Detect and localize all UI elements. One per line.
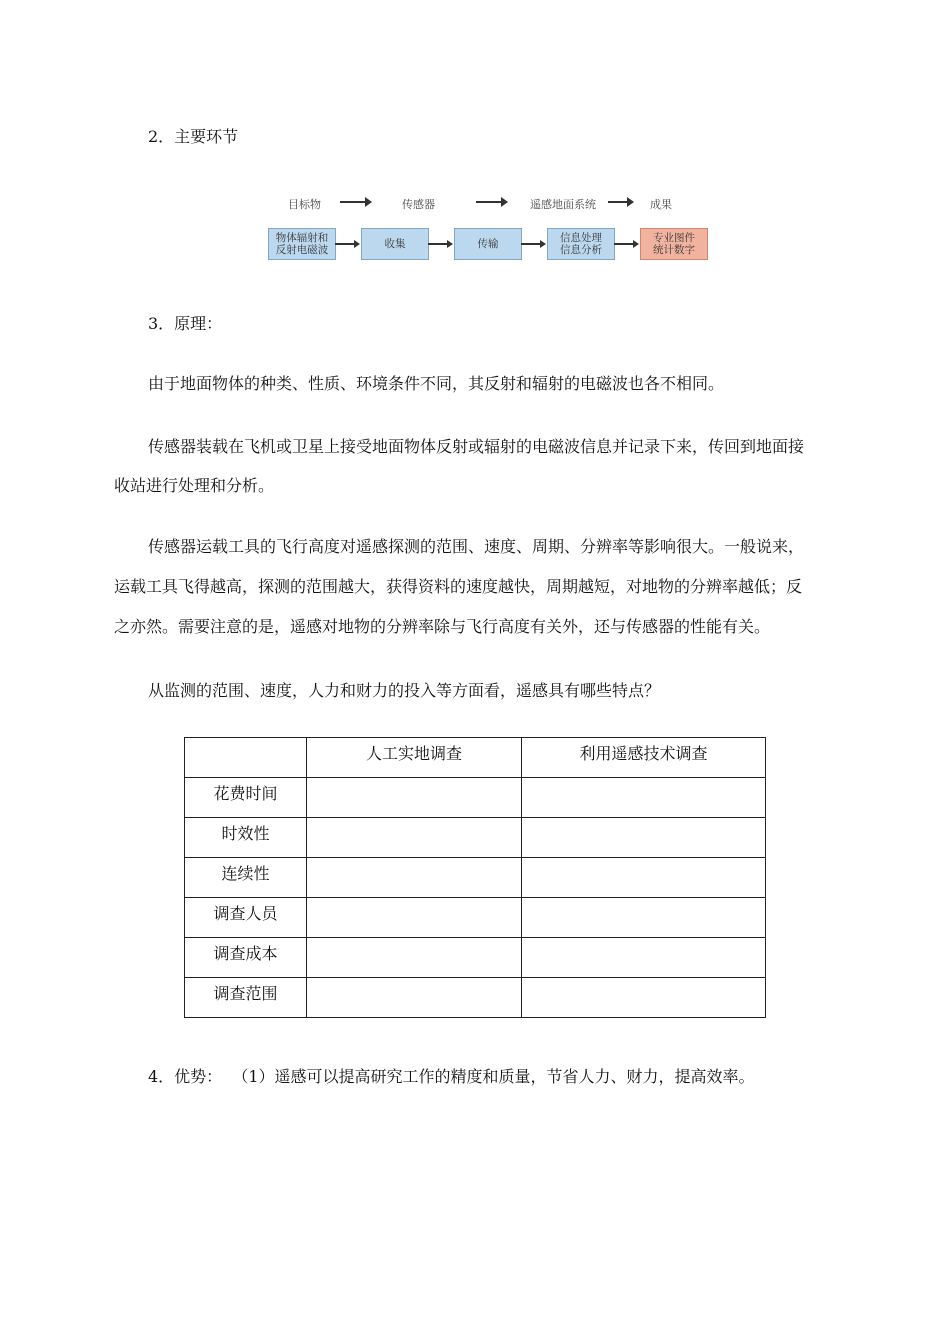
principle-paragraph-3-line-2: 运载工具飞得越高，探测的范围越大，获得资料的速度越快，周期越短，对地物的分辨率越低；反 bbox=[114, 577, 803, 596]
table-cell bbox=[307, 818, 522, 858]
step-box-transmit: 传输 bbox=[454, 228, 522, 260]
table-cell bbox=[307, 938, 522, 978]
comparison-table bbox=[184, 737, 766, 1018]
section-4-line bbox=[148, 1066, 755, 1088]
stage-label-target: 目标物 bbox=[288, 198, 321, 211]
principle-paragraph-2-line-2: 收站进行处理和分析。 bbox=[114, 476, 275, 495]
row-label: 调查成本 bbox=[185, 938, 307, 978]
principle-paragraph-3-line-1: 传感器运载工具的飞行高度对遥感探测的范围、速度、周期、分辨率等影响很大。一般说来， bbox=[148, 537, 805, 556]
step-box-output: 专业图件 统计数字 bbox=[640, 228, 708, 260]
row-label: 调查范围 bbox=[185, 978, 307, 1018]
table-cell bbox=[522, 818, 766, 858]
principle-paragraph-3-line-3: 之亦然。需要注意的是，遥感对地物的分辨率除与飞行高度有关外，还与传感器的性能有关。 bbox=[114, 617, 771, 636]
table-row bbox=[185, 858, 766, 898]
section-3-heading: 3．原理： bbox=[148, 314, 223, 333]
table-row bbox=[185, 938, 766, 978]
table-row bbox=[185, 978, 766, 1018]
flow-arrow bbox=[521, 243, 541, 245]
table-header-row bbox=[185, 738, 766, 778]
flow-diagram bbox=[262, 188, 714, 266]
table-row bbox=[185, 778, 766, 818]
step-box-processing: 信息处理 信息分析 bbox=[547, 228, 615, 260]
question-text: 从监测的范围、速度，人力和财力的投入等方面看，遥感具有哪些特点？ bbox=[148, 681, 661, 700]
row-label: 花费时间 bbox=[185, 778, 307, 818]
table-cell bbox=[522, 978, 766, 1018]
flow-arrow bbox=[428, 243, 448, 245]
table-cell bbox=[522, 778, 766, 818]
table-row bbox=[185, 898, 766, 938]
row-label: 连续性 bbox=[185, 858, 307, 898]
row-label: 调查人员 bbox=[185, 898, 307, 938]
stage-arrow bbox=[608, 201, 628, 203]
stage-label-result: 成果 bbox=[650, 198, 672, 211]
table-header-blank bbox=[185, 738, 307, 778]
table-cell bbox=[307, 898, 522, 938]
stage-arrow bbox=[340, 201, 366, 203]
table-cell bbox=[307, 978, 522, 1018]
table-cell bbox=[522, 898, 766, 938]
table-cell bbox=[307, 778, 522, 818]
table-cell bbox=[522, 938, 766, 978]
stage-arrow bbox=[476, 201, 502, 203]
stage-label-ground-system: 遥感地面系统 bbox=[530, 198, 596, 211]
section-4-heading: 4．优势： bbox=[148, 1067, 223, 1086]
principle-paragraph-2-line-1: 传感器装载在飞机或卫星上接受地面物体反射或辐射的电磁波信息并记录下来，传回到地面接 bbox=[148, 437, 805, 456]
table-cell bbox=[307, 858, 522, 898]
section-2-heading: 2．主要环节 bbox=[148, 127, 239, 146]
row-label: 时效性 bbox=[185, 818, 307, 858]
stage-label-sensor: 传感器 bbox=[402, 198, 435, 211]
table-row bbox=[185, 818, 766, 858]
table-header-remote-sensing: 利用遥感技术调查 bbox=[522, 738, 766, 778]
step-box-collect: 收集 bbox=[361, 228, 429, 260]
principle-paragraph-1: 由于地面物体的种类、性质、环境条件不同，其反射和辐射的电磁波也各不相同。 bbox=[148, 374, 725, 393]
table-header-manual: 人工实地调查 bbox=[307, 738, 522, 778]
step-box-radiation: 物体辐射和 反射电磁波 bbox=[268, 228, 336, 260]
section-4-text: （1）遥感可以提高研究工作的精度和质量，节省人力、财力，提高效率。 bbox=[232, 1067, 755, 1086]
table-cell bbox=[522, 858, 766, 898]
flow-arrow bbox=[335, 243, 355, 245]
flow-arrow bbox=[614, 243, 634, 245]
